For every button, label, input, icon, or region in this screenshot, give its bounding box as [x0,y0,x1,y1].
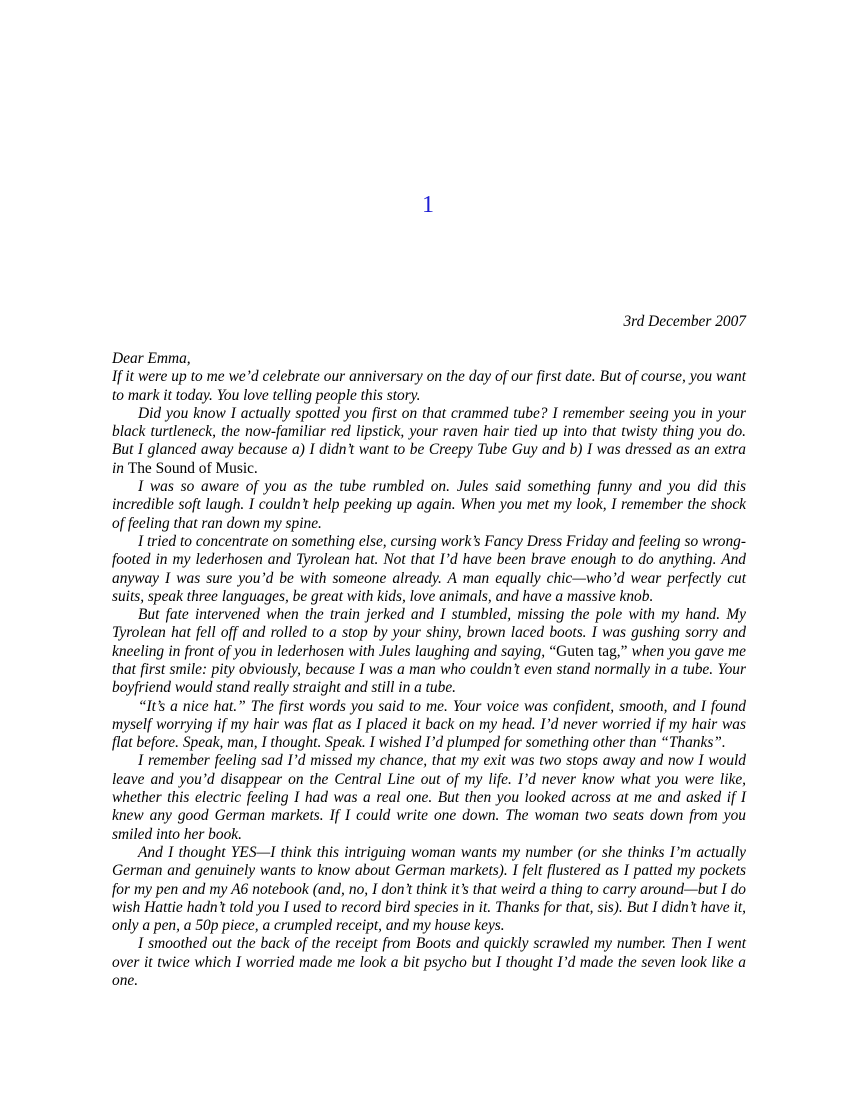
letter-paragraph [112,368,746,405]
letter-paragraph [112,533,746,606]
text-run-italic: I tried to concentrate on something else, cursing work’s Fancy Dress Friday and feeling so wrong-footed in my lederhosen and Tyrolean hat. Not that I’d have been brave enough to do anything. And anyway I was sure you’d be with someone already. A man equally chic—who’d wear perfectly cut suits, speak three languages, be great with kids, love animals, and have a massive knob. [112,532,746,605]
text-run-roman: The Sound of Music. [127,459,258,477]
text-run-italic: when you gave me that first smile: pity obviously, because I was a man who couldn’t even stand normally in a tube. Your boyfriend would stand really straight and still in a tube. [112,642,746,697]
text-run-italic: “It’s a nice hat.” The first words you said to me. Your voice was confident, smooth, and I found myself worrying if my hair was flat as I placed it back on my head. I’d never worried if my hair was flat before. Speak, man, I thought. Speak. I wished I’d plumped for something other than “Thanks”. [112,697,746,752]
text-run-italic: If it were up to me we’d celebrate our anniversary on the day of our first date. But of course, you want to mark it today. You love telling people this story. [112,368,746,404]
letter-paragraph [112,844,746,935]
letter-paragraph [112,350,746,368]
text-run-italic: Dear Emma, [112,349,191,367]
letter-paragraph [112,935,746,990]
letter-paragraph [112,405,746,478]
letter-paragraph [112,606,746,697]
text-run-italic: And I thought YES—I think this intriguing woman wants my number (or she thinks I’m actually German and genuinely wants to know about German markets). I felt flustered as I patted my pockets for my pen and my A6 notebook (and, no, I don’t think it’s that weird a thing to carry around—but I do wish Hattie hadn’t told you I used to record bird species in it. Thanks for that, sis). But I didn’t have it, only a pen, a 50p piece, a crumpled receipt, and my house keys. [112,843,746,935]
letter-paragraph [112,752,746,843]
letter-body [112,350,746,990]
text-run-roman: “Guten tag,” [549,642,628,660]
text-run-italic: I remember feeling sad I’d missed my chance, that my exit was two stops away and now I would leave and you’d disappear on the Central Line out of my life. I’d never know what you were like, whether this electric feeling I had was a real one. But then you looked across at me and asked if I knew any good German markets. If I could write one down. The woman two seats down from you smiled into her book. [112,752,746,843]
letter-paragraph [112,698,746,753]
text-run-italic: Did you know I actually spotted you first on that crammed tube? I remember seeing you in your black turtleneck, the now-familiar red lipstick, your raven hair tied up into that twisty thing you do. But I glanced away because a) I didn’t want to be Creepy Tube Guy and b) I was dressed as an extra in [112,404,746,477]
letter-paragraph [112,478,746,533]
text-run-italic: I smoothed out the back of the receipt from Boots and quickly scrawled my number. Then I went over it twice which I worried made me look a bit psycho but I thought I’d made the seven look like a one. [112,935,746,990]
letter-date: 3rd December 2007 [623,313,746,330]
text-run-italic: But fate intervened when the train jerked and I stumbled, missing the pole with my hand. My Tyrolean hat fell off and rolled to a stop by your shiny, brown laced boots. I was gushing sorry and kneeling in front of you in lederhosen with Jules laughing and saying, [112,606,746,660]
chapter-number: 1 [422,192,434,218]
text-run-italic: I was so aware of you as the tube rumbled on. Jules said something funny and you did this incredible soft laugh. I couldn’t help peeking up again. When you met my look, I remember the shock of feeling that ran down my spine. [112,478,746,532]
